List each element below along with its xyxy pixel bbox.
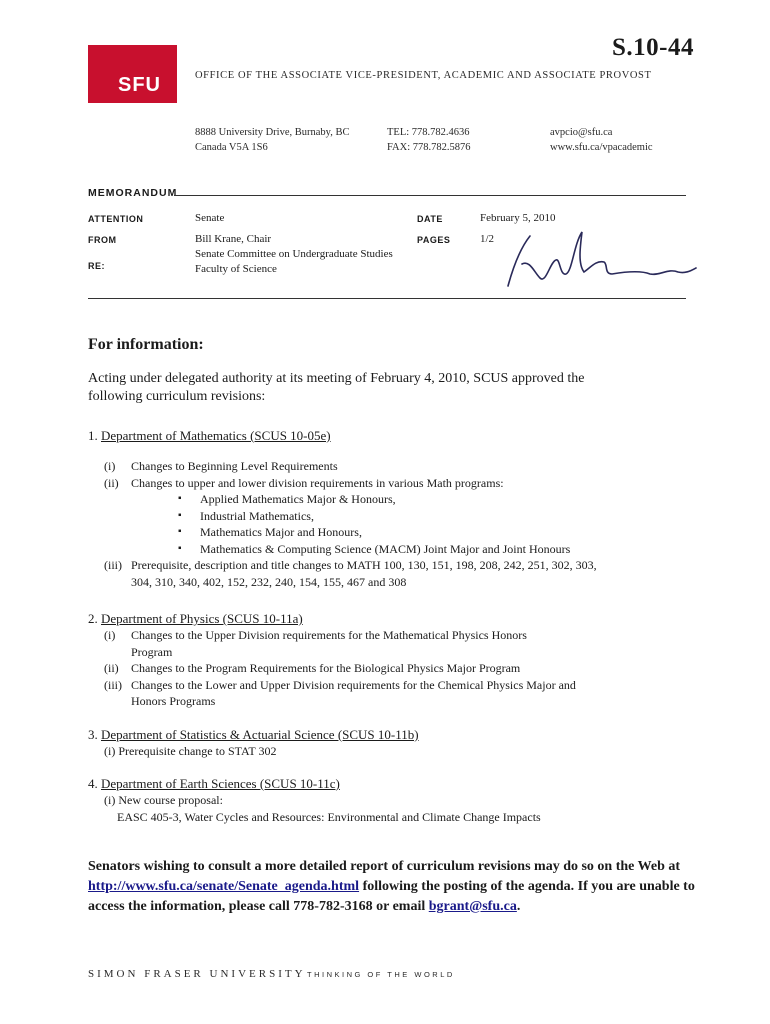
memorandum-title: MEMORANDUM bbox=[88, 187, 178, 199]
section-1-bullets bbox=[200, 491, 570, 557]
office-title: OFFICE OF THE ASSOCIATE VICE-PRESIDENT, ACADEMIC AND ASSOCIATE PROVOST bbox=[195, 70, 652, 81]
note-text-2: following the posting of the agenda. If you are unable to access the information, please call 778-782-3168 or email bbox=[88, 879, 695, 914]
item-number: (iii) bbox=[104, 558, 122, 572]
section-2-heading bbox=[88, 610, 303, 627]
contact-website: www.sfu.ca/vpacademic bbox=[550, 142, 653, 153]
signature bbox=[500, 224, 700, 294]
section-2-title: Department of Physics (SCUS 10-11a) bbox=[101, 611, 303, 626]
bullet-item: ▪ Industrial Mathematics, bbox=[200, 508, 570, 525]
senators-note bbox=[88, 857, 698, 917]
attention-label: ATTENTION bbox=[88, 214, 144, 224]
telephone: TEL: 778.782.4636 bbox=[387, 127, 470, 138]
re-value: Faculty of Science bbox=[195, 263, 277, 275]
section-4-course: EASC 405-3, Water Cycles and Resources: Environmental and Climate Change Impacts bbox=[117, 810, 541, 824]
item-text: Changes to the Lower and Upper Division requirements for the Chemical Physics Major and bbox=[131, 677, 576, 692]
item-number: (i) bbox=[104, 459, 116, 473]
from-name: Bill Krane, Chair bbox=[195, 233, 272, 245]
from-label: FROM bbox=[88, 235, 117, 245]
memo-rule-top bbox=[174, 195, 686, 196]
item-number: (ii) bbox=[104, 475, 119, 490]
logo-text: SFU bbox=[118, 74, 161, 96]
intro-line-2: following curriculum revisions: bbox=[88, 389, 266, 404]
item-text: Changes to Beginning Level Requirements bbox=[131, 459, 338, 473]
item-text: Changes to upper and lower division requirements in various Math programs: bbox=[131, 475, 504, 490]
section-1-title: Department of Mathematics (SCUS 10-05e) bbox=[101, 428, 331, 443]
email-link[interactable]: bgrant@sfu.ca bbox=[428, 899, 517, 914]
item-text: Honors Programs bbox=[131, 694, 216, 708]
university-name: SIMON FRASER UNIVERSITY bbox=[88, 968, 306, 980]
item-number: (ii) bbox=[104, 661, 119, 675]
bullet-item: ▪ Mathematics & Computing Science (MACM) Joint Major and Joint Honours bbox=[200, 541, 570, 558]
section-1-heading bbox=[88, 427, 331, 444]
from-value bbox=[195, 232, 393, 277]
document-number: S.10-44 bbox=[612, 34, 694, 61]
item-number: (iii) bbox=[104, 677, 122, 692]
date-label: DATE bbox=[417, 214, 443, 224]
item-number: (i) bbox=[104, 628, 116, 642]
intro-text bbox=[88, 370, 585, 406]
address-line-2: Canada V5A 1S6 bbox=[195, 142, 268, 153]
section-3-heading bbox=[88, 726, 419, 743]
section-1-number: 1. bbox=[88, 428, 98, 443]
item-text: 304, 310, 340, 402, 152, 232, 240, 154, 155, 467 and 308 bbox=[131, 574, 407, 589]
pages-label: PAGES bbox=[417, 235, 451, 245]
section-4-item: (i) New course proposal: bbox=[104, 793, 223, 807]
senate-agenda-link[interactable]: http://www.sfu.ca/senate/Senate_agenda.html bbox=[88, 879, 360, 894]
bullet-item: ▪ Mathematics Major and Honours, bbox=[200, 524, 570, 541]
section-3-item: (i) Prerequisite change to STAT 302 bbox=[104, 744, 277, 758]
item-text: Prerequisite, description and title changes to MATH 100, 130, 151, 198, 208, 242, 251, 302, 303, bbox=[131, 558, 597, 572]
section-4-title: Department of Earth Sciences (SCUS 10-11c) bbox=[101, 776, 340, 791]
section-4-number: 4. bbox=[88, 776, 98, 791]
memo-rule-bottom bbox=[88, 298, 686, 299]
section-4-heading bbox=[88, 775, 340, 792]
address-line-1: 8888 University Drive, Burnaby, BC bbox=[195, 127, 350, 138]
item-text: Changes to the Upper Division requirements for the Mathematical Physics Honors bbox=[131, 628, 527, 642]
section-heading: For information: bbox=[88, 336, 204, 353]
contact-email: avpcio@sfu.ca bbox=[550, 127, 613, 138]
re-label: RE: bbox=[88, 261, 105, 271]
pages-value: 1/2 bbox=[480, 233, 495, 245]
item-text: Changes to the Program Requirements for the Biological Physics Major Program bbox=[131, 661, 521, 675]
section-3-number: 3. bbox=[88, 727, 98, 742]
note-text-1: Senators wishing to consult a more detailed report of curriculum revisions may do so on the Web at bbox=[88, 859, 681, 874]
phone-block bbox=[387, 125, 471, 155]
sfu-logo bbox=[88, 45, 177, 103]
contact-block bbox=[550, 125, 653, 155]
from-committee: Senate Committee on Undergraduate Studies bbox=[195, 248, 393, 260]
fax: FAX: 778.782.5876 bbox=[387, 142, 471, 153]
note-text-3: . bbox=[516, 899, 521, 914]
address-block bbox=[195, 125, 349, 155]
section-2-number: 2. bbox=[88, 611, 98, 626]
section-3-title: Department of Statistics & Actuarial Science (SCUS 10-11b) bbox=[101, 727, 419, 742]
item-text: Program bbox=[131, 644, 173, 659]
date-value: February 5, 2010 bbox=[480, 212, 556, 224]
intro-line-1: Acting under delegated authority at its meeting of February 4, 2010, SCUS approved the bbox=[88, 371, 585, 386]
tagline: THINKING OF THE WORLD bbox=[307, 970, 455, 979]
bullet-item: ▪ Applied Mathematics Major & Honours, bbox=[200, 491, 570, 508]
attention-value: Senate bbox=[195, 212, 225, 224]
